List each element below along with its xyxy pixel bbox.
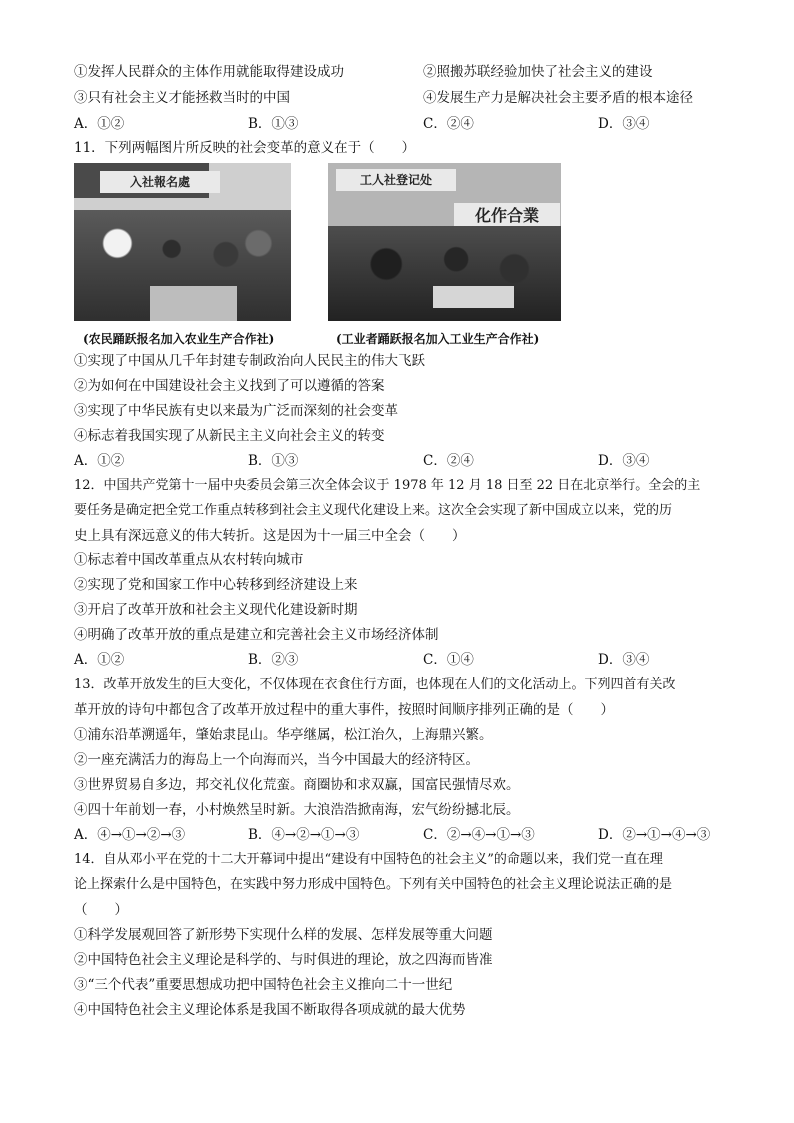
q14-statement-2: ②中国特色社会主义理论是科学的、与时俱进的理论，放之四海而皆准 xyxy=(74,952,493,968)
q12-statement-1: ①标志着中国改革重点从农村转向城市 xyxy=(74,552,304,568)
q13-statement-4: ④四十年前划一春，小村焕然呈时新。大浪浩浩掀南海，宏气纷纷撼北辰。 xyxy=(74,802,520,818)
q10-option-d[interactable]: D．③④ xyxy=(598,116,650,132)
q12-option-c[interactable]: C．①④ xyxy=(423,652,474,668)
q11-statement-3: ③实现了中华民族有史以来最为广泛而深刻的社会变革 xyxy=(74,403,398,419)
photo-workers-cooperative xyxy=(328,163,561,321)
q10-option-a[interactable]: A．①② xyxy=(74,116,125,132)
q12-statement-4: ④明确了改革开放的重点是建立和完善社会主义市场经济体制 xyxy=(74,627,439,643)
q14-statement-3: ③“三个代表”重要思想成功把中国特色社会主义推向二十一世纪 xyxy=(74,977,453,993)
q11-statement-4: ④标志着我国实现了从新民主主义向社会主义的转变 xyxy=(74,428,385,444)
q12-option-a[interactable]: A．①② xyxy=(74,652,125,668)
q10-statement-4: ④发展生产力是解决社会主要矛盾的根本途径 xyxy=(423,90,693,106)
q14-stem-line-3: （ ） xyxy=(74,902,128,918)
q11-statement-2: ②为如何在中国建设社会主义找到了可以遵循的答案 xyxy=(74,378,385,394)
q10-option-b[interactable]: B．①③ xyxy=(248,116,299,132)
q12-option-d[interactable]: D．③④ xyxy=(598,652,650,668)
q10-statement-1: ①发挥人民群众的主体作用就能取得建设成功 xyxy=(74,64,344,80)
q11-option-a[interactable]: A．①② xyxy=(74,453,125,469)
q13-statement-2: ②一座充满活力的海岛上一个向海而兴，当今中国最大的经济特区。 xyxy=(74,752,479,768)
q11-statement-1: ①实现了中国从几千年封建专制政治向人民民主的伟大飞跃 xyxy=(74,353,425,369)
q11-stem: 11．下列两幅图片所反映的社会变革的意义在于（ ） xyxy=(74,140,416,156)
q13-option-c[interactable]: C．②→④→①→③ xyxy=(423,827,535,843)
q12-stem-line-2: 要任务是确定把全党工作重点转移到社会主义现代化建设上来。这次全会实现了新中国成立以来，党的历 xyxy=(74,503,673,518)
q12-stem-line-1: 12．中国共产党第十一届中央委员会第三次全体会议于 1978 年 12 月 18 日至 22 日在北京举行。全会的主 xyxy=(74,478,701,493)
q12-statement-3: ③开启了改革开放和社会主义现代化建设新时期 xyxy=(74,602,358,618)
q13-stem-line-1: 13．改革开放发生的巨大变化，不仅体现在衣食住行方面，也体现在人们的文化活动上。下列四首有关改 xyxy=(74,677,676,692)
q11-option-c[interactable]: C．②④ xyxy=(423,453,474,469)
q13-statement-1: ①浦东沿革溯遥年，肇始隶昆山。华亭继属，松江治久，上海鼎兴繁。 xyxy=(74,727,493,743)
q14-stem-line-2: 论上探索什么是中国特色，在实践中努力形成中国特色。下列有关中国特色的社会主义理论说法正确的是 xyxy=(74,877,673,892)
photo1-caption: (农民踊跃报名加入农业生产合作社) xyxy=(83,332,275,346)
q10-statement-2: ②照搬苏联经验加快了社会主义的建设 xyxy=(423,64,653,80)
photo2-caption: (工业者踊跃报名加入工业生产合作社) xyxy=(336,332,540,346)
q12-stem-line-3: 史上具有深远意义的伟大转折。这是因为十一届三中全会（ ） xyxy=(74,528,466,544)
q14-statement-1: ①科学发展观回答了新形势下实现什么样的发展、怎样发展等重大问题 xyxy=(74,927,493,943)
q13-stem-line-2: 革开放的诗句中都包含了改革开放过程中的重大事件，按照时间顺序排列正确的是（ ） xyxy=(74,702,614,718)
photo1-banner: 入社報名處 xyxy=(100,171,220,193)
photo-farmers-cooperative xyxy=(74,163,291,321)
q11-option-b[interactable]: B．①③ xyxy=(248,453,299,469)
q13-option-a[interactable]: A．④→①→②→③ xyxy=(74,827,186,843)
q12-option-b[interactable]: B．②③ xyxy=(248,652,299,668)
q13-option-d[interactable]: D．②→①→④→③ xyxy=(598,827,711,843)
q11-option-d[interactable]: D．③④ xyxy=(598,453,650,469)
q14-stem-line-1: 14．自从邓小平在党的十二大开幕词中提出“建设有中国特色的社会主义”的命题以来，我们党一直在理 xyxy=(74,852,663,867)
q14-statement-4: ④中国特色社会主义理论体系是我国不断取得各项成就的最大优势 xyxy=(74,1002,466,1018)
q12-statement-2: ②实现了党和国家工作中心转移到经济建设上来 xyxy=(74,577,358,593)
photo2-banner-side: 化作合業 xyxy=(454,203,560,229)
q10-statement-3: ③只有社会主义才能拯救当时的中国 xyxy=(74,90,290,106)
q10-option-c[interactable]: C．②④ xyxy=(423,116,474,132)
q13-option-b[interactable]: B．④→②→①→③ xyxy=(248,827,360,843)
q13-statement-3: ③世界贸易自多边，邦交礼仪化荒蛮。商圈协和求双赢，国富民强情尽欢。 xyxy=(74,777,520,793)
photo2-banner-top: 工人社登记处 xyxy=(336,169,456,191)
